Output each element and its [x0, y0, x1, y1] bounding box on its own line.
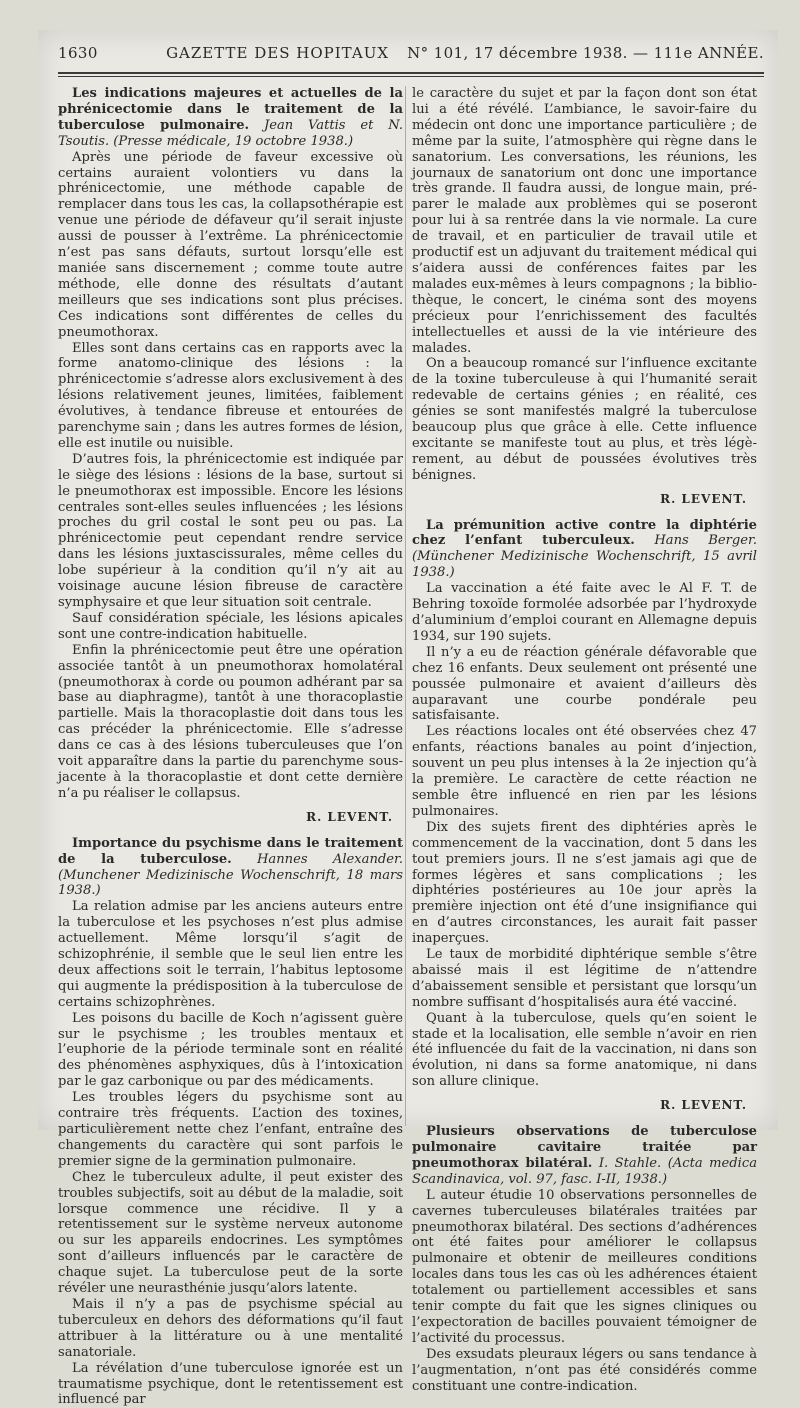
right-column [412, 86, 758, 1394]
paragraph: Chez le tuberculeux adulte, il peut exister des troubles subjectifs, soit au début de la maladie, soit lorsque commence une récidive. Il y a retentissement sur le système nerveux autonome ou sur les appareils endocrines. Les symptômes sont d’ailleurs influencés par le caractère de chaque sujet. La tuberculose peut de la sorte révéler une neurasthénie jusqu’alors latente. [58, 1169, 403, 1297]
article-reference: Hans Berger. (Münchener Medizinische Wochenschrift, 15 avril 1938.) [412, 533, 757, 581]
article-heading [58, 836, 403, 900]
article-title: La prémunition active contre la diphtérie chez l’enfant tuberculeux. [412, 517, 757, 549]
paragraph: le caractère du sujet et par la façon dont son état lui a été révélé. L’ambiance, le savoir-faire du médecin ont donc une importance particulière ; de même par la suite, l’atmosphère qui règne dans le sanatorium. Les conversations, les réunions, les journaux de sanatorium ont donc une importance très grande. Il faudra aussi, de longue main, préparer le malade aux problèmes qui se poseront pour lui à sa rentrée dans la vie normale. La cure de travail, et en particulier de travail utile et productif est un adjuvant du traitement médical qui s’aidera aussi de conférences faites par les malades eux-mêmes à leurs compagnons ; la bibliothèque, le concert, le cinéma sont des moyens précieux pour l’enrichissement des facultés intellectuelles et aussi de la vie intérieure des malades. [412, 86, 757, 356]
article-reference: Hannes Alexander. (Munchener Medizinische Wochenschrift, 18 mars 1938.) [58, 851, 403, 899]
article-diphterie [412, 518, 757, 1115]
signature: R. LEVENT. [306, 809, 393, 824]
article-reference: Jean Vattis et N. Tsoutis. (Presse médicale, 19 octobre 1938.) [58, 117, 403, 149]
article-title: Les indications majeures et actuelles de la phrénicectomie dans le traitement de la tuberculose pulmonaire. [58, 86, 403, 133]
article-phrenicectomie [58, 86, 403, 826]
paragraph: Des exsudats pleuraux légers ou sans tendance à l’augmentation, n’ont pas été considérés comme constituant une contre-indication. [412, 1346, 757, 1394]
article-psychisme-continued [412, 86, 757, 508]
article-title: Plusieurs observations de tuberculose pulmonaire cavitaire traitée par pneumothorax bilatéral. [412, 1124, 757, 1171]
issue-info: N° 101, 17 décembre 1938. — 111e ANNÉE. [407, 44, 764, 62]
paragraph: Il n’y a eu de réaction générale défavorable que chez 16 enfants. Deux seulement ont présenté une poussée pulmonaire et avaient d’ailleurs dès auparavant une courbe pondérale peu satisfaisante. [412, 644, 757, 724]
paragraph: La révélation d’une tuberculose ignorée est un traumatisme psychique, dont le retentissement est influencé par [58, 1360, 403, 1408]
header-rule-thin [58, 76, 764, 77]
paragraph: Mais il n’y a pas de psychisme spécial au tuberculeux en dehors des déformations qu’il faut attribuer à la littérature ou à une mentalité sanatoriale. [58, 1296, 403, 1360]
paragraph: Enfin la phrénicectomie peut être une opération associée tantôt à un pneumothorax homolatéral (pneumothorax à corde ou poumon adhérant par sa base au diaphragme), tantôt à une thoracoplastie partielle. Mais la thoracoplastie doit dans tous les cas précéder la phrénicectomie. Elle s’adresse dans ce cas à des lésions tuberculeuses que l’on voit apparaître dans la partie du parenchyme sous-jacente à la thoracoplastie et dont cette dernière n’a pu réaliser le collapsus. [58, 642, 403, 801]
column-separator [405, 86, 406, 1126]
paragraph: Quant à la tuberculose, quels qu’en soient le stade et la localisation, elle semble n’avoir en rien été influencée du fait de la vaccination, ni dans son évolution, ni dans sa forme anatomique, ni dans son allure clinique. [412, 1010, 757, 1090]
paragraph: L auteur étudie 10 observations personnelles de cavernes tuberculeuses bilatérales traitées par pneumothorax bilatéral. Des sections d’adhérences ont été faites pour améliorer le collapsus pulmonaire et obtenir de meilleures conditions locales dans tous les cas où les adhérences étaient totalement ou partiellement accessibles et sans tenir compte du fait que les signes cliniques ou l’expectoration de bacilles pouvaient témoigner de l’activité du processus. [412, 1187, 757, 1346]
article-title: Importance du psychisme dans le traitement de la tuberculose. [58, 835, 403, 867]
paragraph: Après une période de faveur excessive où certains auraient volontiers vu dans la phrénicectomie, une méthode capable de remplacer dans tous les cas, la collapsothérapie est venue une période de défaveur qu’il serait injuste aussi de pousser à l’extrême. La phrénicectomie n’est pas sans défauts, surtout lorsqu’elle est maniée sans discernement ; comme toute autre méthode, elle donne des résultats d’autant meilleurs que ses indications sont plus précises. Ces indications sont différentes de celles du pneumothorax. [58, 149, 403, 340]
paragraph: Les troubles légers du psychisme sont au contraire très fréquents. L’action des toxines, particulièrement nette chez l’enfant, entraîne des changements du caractère qui sont parfois le premier signe de la germination pulmonaire. [58, 1090, 403, 1169]
journal-title: GAZETTE DES HOPITAUX [166, 44, 390, 62]
article-reference: I. Stahle. (Acta medica Scandinavica, vol. 97, fasc. I-II, 1938.) [412, 1155, 758, 1187]
article-pneumothorax-bilateral [412, 1124, 757, 1394]
paragraph: La vaccination a été faite avec le Al F. T. de Behring toxoïde formolée adsorbée par l’hydroxyde d’aluminium d’emploi courant en Allemagne depuis 1934, sur 190 sujets. [412, 581, 757, 644]
page-header [58, 44, 764, 70]
page-number: 1630 [58, 44, 98, 62]
paragraph: On a beaucoup romancé sur l’influence excitante de la toxine tuberculeuse à qui l’humanité serait redevable de certains génies ; en réalité, ces génies se sont manifestés malgré la tuberculose beaucoup plus que grâce à elle. Cette influence excitante se manifeste tout au plus, et très légèrement, au début de poussées évolutives très bénignes. [412, 356, 757, 483]
article-heading [412, 518, 757, 582]
newspaper-page [38, 30, 778, 1408]
article-heading [58, 86, 403, 150]
paragraph: Elles sont dans certains cas en rapports avec la forme anatomo-clinique des lésions : la phrénicectomie s’adresse alors exclusivement à des lésions relativement jeunes, limitées, faiblement évolutives, à tendance fibreuse et entourées de parenchyme sain ; dans les autres formes de lésion, elle est inutile ou nuisible. [58, 340, 403, 451]
paragraph: Sauf considération spéciale, les lésions apicales sont une contre-indication habituelle. [58, 610, 403, 642]
paragraph: La relation admise par les anciens auteurs entre la tuberculose et les psychoses n’est plus admise actuellement. Même lorsqu’il s’agit de schizophrénie, il semble que le seul lien entre les deux affections soit le terrain, l’habitus leptosome qui augmente la prédisposition à la tuberculose de certains schizophrènes. [58, 899, 403, 1010]
article-heading [412, 1124, 757, 1188]
signature: R. LEVENT. [660, 1098, 747, 1113]
article-psychisme [58, 836, 403, 1408]
left-column [58, 86, 403, 1408]
paragraph: Le taux de morbidité diphtérique semble s’être abaissé mais il est légitime de n’attendre d’abaissement sensible et persistant que lorsqu’un nombre suffisant d’hospitalisés aura été vacciné. [412, 947, 757, 1010]
header-rule [58, 72, 764, 74]
paragraph: Les poisons du bacille de Koch n’agissent guère sur le psychisme ; les troubles mentaux et l’euphorie de la période terminale sont en réalité des phénomènes asphyxiques, dûs à l’intoxication par le gaz carbonique ou par des médicaments. [58, 1010, 403, 1090]
paragraph: Dix des sujets firent des diphtéries après le commencement de la vaccination, dont 5 dans les tout premiers jours. Il ne s’est jamais agi que de formes légères et sans complications ; les diphtéries postérieures au 10e jour après la première injection ont été d’une insignifiance qui en d’autres circonstances, les aurait fait passer inaperçues. [412, 819, 757, 947]
signature: R. LEVENT. [660, 491, 747, 506]
paragraph: Les réactions locales ont été observées chez 47 enfants, réactions banales au point d’injection, souvent un peu plus intenses à la 2e injection qu’à la première. Le caractère de cette réaction ne semble être influencé en rien par les lésions pulmonaires. [412, 724, 757, 819]
paragraph: D’autres fois, la phrénicectomie est indiquée par le siège des lésions : lésions de la base, surtout si le pneumothorax est impossible. Encore les lésions centrales sont-elles seules influencées ; les lésions proches du gril costal le sont peu ou pas. La phrénicectomie peut cependant rendre service dans les lésions juxtascissurales, même celles du lobe supérieur à la condition qu’il n’y ait au voisinage aucune lésion fibreuse de caractère symphysaire et que leur situation soit centrale. [58, 451, 403, 610]
